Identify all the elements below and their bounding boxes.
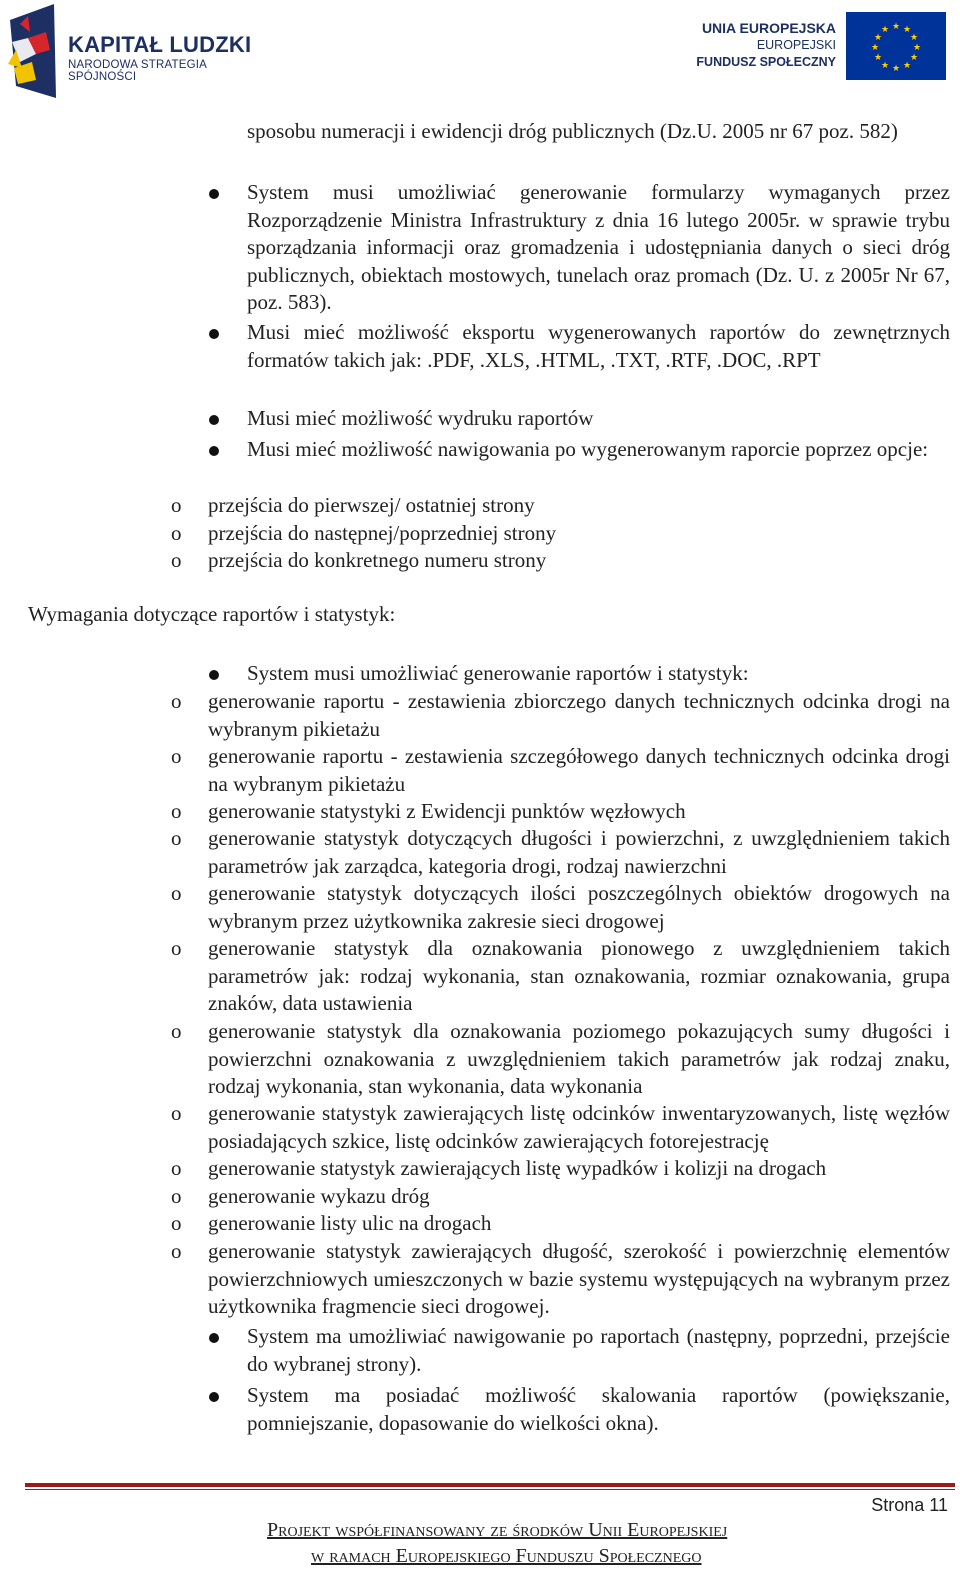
- continuation-text: sposobu numeracji i ewidencji dróg publicznych (Dz.U. 2005 nr 67 poz. 582): [247, 119, 898, 143]
- footer-rule-thin: [25, 1489, 955, 1490]
- svg-text:★: ★: [891, 22, 901, 32]
- sub-bullet-marker: o: [171, 1019, 182, 1043]
- sub-item: generowanie statystyk zawierających listę odcinków inwentaryzowanych, listę węzłów posiadających szkice, listę odcinków zawierających fotorejestrację: [208, 1101, 950, 1153]
- sub-item: przejścia do następnej/poprzedniej strony: [208, 521, 557, 545]
- bullet-item: Musi mieć możliwość nawigowania po wygenerowanym raporcie poprzez opcje:: [247, 437, 929, 461]
- sub-item: generowanie wykazu dróg: [208, 1184, 430, 1208]
- sub-item: generowanie statystyk zawierających długość, szerokość i powierzchnię elementów powierzchniowych umieszczonych w bazie systemu występujących na wybranym przez użytkownika fragmencie sieci drogowej.: [208, 1239, 950, 1318]
- kapital-ludzki-emblem-icon: [6, 2, 66, 102]
- sub-bullet-marker: o: [171, 521, 182, 545]
- sub-item: przejścia do konkretnego numeru strony: [208, 548, 547, 572]
- sub-bullet-marker: o: [171, 799, 182, 823]
- sub-bullet-marker: o: [171, 744, 182, 768]
- sub-item: generowanie statystyk zawierających listę wypadków i kolizji na drogach: [208, 1156, 827, 1180]
- eu-logo: [688, 2, 948, 80]
- sub-item: generowanie statystyk dla oznakowania pionowego z uwzględnieniem takich parametrów jak: rodzaj wykonania, stan oznakowania, rozmiar oznakowania, grupa znaków, data ustawienia: [208, 936, 950, 1015]
- svg-text:★: ★: [909, 33, 919, 43]
- sub-item: przejścia do pierwszej/ ostatniej strony: [208, 493, 535, 517]
- eu-line-3: FUNDUSZ SPOŁECZNY: [696, 55, 836, 69]
- svg-text:★: ★: [891, 64, 901, 74]
- eu-line-2: EUROPEJSKI: [756, 38, 836, 52]
- sub-item: generowanie raportu - zestawienia zbiorczego danych technicznych odcinka drogi na wybranym pikietażu: [208, 689, 950, 741]
- footer-fund-line: w ramach Europejskiego Funduszu Społecznego: [311, 1545, 702, 1567]
- eu-line-1: UNIA EUROPEJSKA: [701, 20, 836, 36]
- sub-bullet-marker: o: [171, 881, 182, 905]
- svg-text:★: ★: [909, 53, 919, 63]
- kl-subtitle: NARODOWA STRATEGIA SPÓJNOŚCI: [68, 59, 207, 83]
- kl-title: KAPITAŁ LUDZKI: [68, 32, 252, 57]
- bullet-icon: [209, 446, 219, 456]
- svg-text:★: ★: [912, 43, 922, 53]
- bullet-item: System musi umożliwiać generowanie raportów i statystyk:: [247, 661, 749, 685]
- bullet-icon: [209, 1333, 219, 1343]
- sub-bullet-marker: o: [171, 936, 182, 960]
- sub-item: generowanie statystyk dotyczących długości i powierzchni, z uwzględnieniem takich parametrów jak zarządca, kategoria drogi, rodzaj nawierzchni: [208, 826, 950, 878]
- bullet-item: Musi mieć możliwość wydruku raportów: [247, 406, 594, 430]
- sub-item: generowanie statystyk dla oznakowania poziomego pokazujących sumy długości i powierzchni oznakowania z uwzględnieniem takich parametrów jak rodzaj znaku, rodzaj wykonania, stan wykonania, data wykonania: [208, 1019, 950, 1098]
- svg-text:★: ★: [880, 25, 890, 35]
- bullet-icon: [209, 329, 219, 339]
- bullet-icon: [209, 189, 219, 199]
- footer-project-line: Projekt współfinansowany ze środków Unii Europejskiej: [267, 1519, 728, 1541]
- bullet-item: Musi mieć możliwość eksportu wygenerowanych raportów do zewnętrznych formatów takich jak: .PDF, .XLS, .HTML, .TXT, .RTF, .DOC, .RPT: [247, 320, 950, 372]
- sub-bullet-marker: o: [171, 1156, 182, 1180]
- svg-text:★: ★: [880, 61, 890, 71]
- bullet-icon: [209, 415, 219, 425]
- eu-flag-icon: [846, 12, 946, 80]
- sub-bullet-marker: o: [171, 1101, 182, 1125]
- svg-text:★: ★: [870, 43, 880, 53]
- sub-bullet-marker: o: [171, 826, 182, 850]
- sub-bullet-marker: o: [171, 689, 182, 713]
- sub-item: generowanie statystyk dotyczących ilości poszczególnych obiektów drogowych na wybranym przez użytkownika zakresie sieci drogowej: [208, 881, 950, 933]
- footer-rule: [25, 1483, 955, 1487]
- page-number: Strona 11: [871, 1495, 948, 1515]
- kapital-ludzki-logo: [6, 2, 256, 102]
- svg-text:★: ★: [902, 61, 912, 71]
- bullet-icon: [209, 670, 219, 680]
- bullet-item: System musi umożliwiać generowanie formularzy wymaganych przez Rozporządzenie Ministra Infrastruktury z dnia 16 lutego 2005r. w sprawie trybu sporządzania informacji oraz gromadzenia i udostępniania danych o sieci dróg publicznych, obiektach mostowych, tunelach oraz promach (Dz. U. z 2005r Nr 67, poz. 583).: [247, 180, 950, 314]
- sub-bullet-marker: o: [171, 548, 182, 572]
- bullet-item: System ma posiadać możliwość skalowania raportów (powiększanie, pomniejszanie, dopasowanie do wielkości okna).: [247, 1383, 950, 1435]
- sub-item: generowanie statystyki z Ewidencji punktów węzłowych: [208, 799, 686, 823]
- sub-bullet-marker: o: [171, 493, 182, 517]
- svg-text:★: ★: [873, 53, 883, 63]
- sub-item: generowanie raportu - zestawienia szczegółowego danych technicznych odcinka drogi na wybranym pikietażu: [208, 744, 950, 796]
- sub-bullet-marker: o: [171, 1239, 182, 1263]
- svg-text:★: ★: [902, 25, 912, 35]
- sub-item: generowanie listy ulic na drogach: [208, 1211, 492, 1235]
- page-header: [0, 0, 960, 110]
- section-heading: Wymagania dotyczące raportów i statystyk:: [28, 602, 396, 626]
- bullet-item: System ma umożliwiać nawigowanie po raportach (następny, poprzedni, przejście do wybranej strony).: [247, 1324, 950, 1376]
- sub-bullet-marker: o: [171, 1211, 182, 1235]
- bullet-icon: [209, 1392, 219, 1402]
- svg-text:★: ★: [873, 33, 883, 43]
- sub-bullet-marker: o: [171, 1184, 182, 1208]
